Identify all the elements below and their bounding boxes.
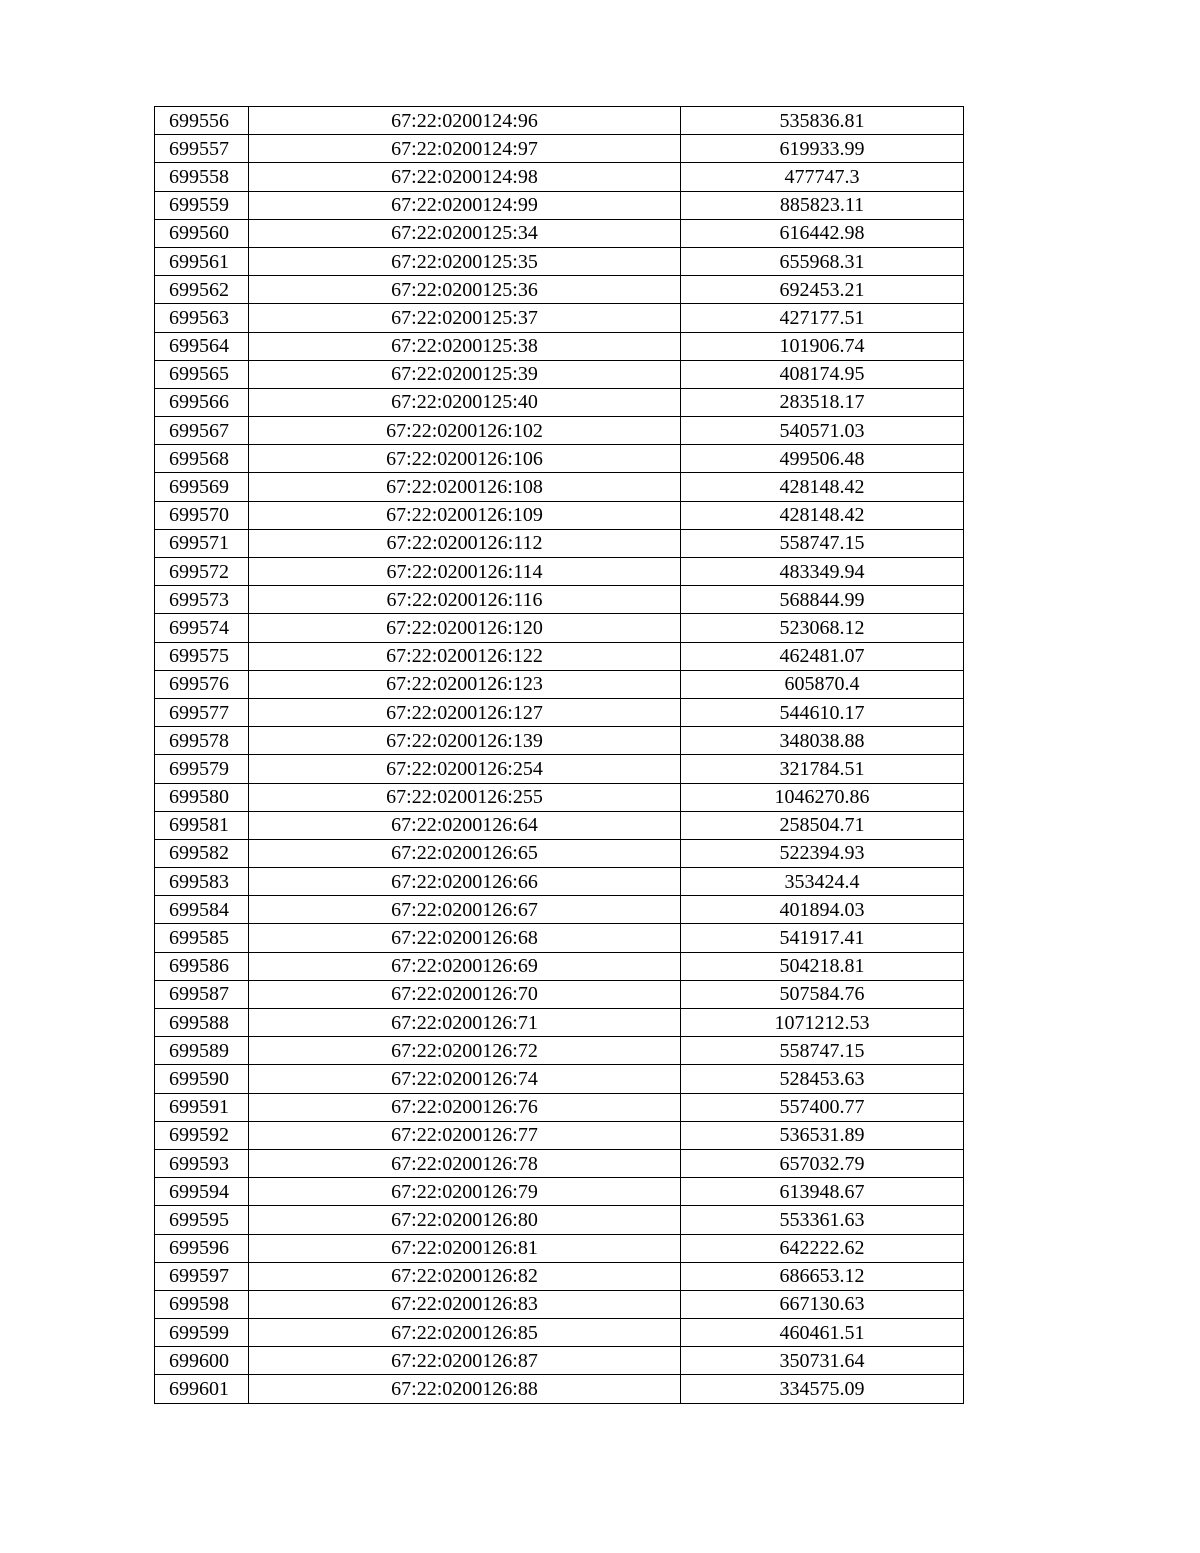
- row-number-cell: 699584: [155, 896, 249, 924]
- table-row: [155, 473, 964, 501]
- cadastral-number-cell: 67:22:0200126:67: [249, 896, 681, 924]
- cadastral-number-cell: 67:22:0200124:97: [249, 135, 681, 163]
- value-cell: 558747.15: [681, 529, 964, 557]
- table-row: [155, 276, 964, 304]
- table-row: [155, 191, 964, 219]
- value-cell: 477747.3: [681, 163, 964, 191]
- row-number-cell: 699570: [155, 501, 249, 529]
- cadastral-number-cell: 67:22:0200126:122: [249, 642, 681, 670]
- table-row: [155, 1149, 964, 1177]
- value-cell: 667130.63: [681, 1290, 964, 1318]
- cadastral-number-cell: 67:22:0200126:120: [249, 614, 681, 642]
- row-number-cell: 699597: [155, 1262, 249, 1290]
- table-row: [155, 304, 964, 332]
- row-number-cell: 699601: [155, 1375, 249, 1403]
- value-cell: 321784.51: [681, 755, 964, 783]
- table-row: [155, 417, 964, 445]
- table-row: [155, 980, 964, 1008]
- cadastral-number-cell: 67:22:0200125:38: [249, 332, 681, 360]
- cadastral-number-cell: 67:22:0200126:65: [249, 839, 681, 867]
- value-cell: 616442.98: [681, 219, 964, 247]
- value-cell: 528453.63: [681, 1065, 964, 1093]
- row-number-cell: 699593: [155, 1149, 249, 1177]
- row-number-cell: 699565: [155, 360, 249, 388]
- cadastral-number-cell: 67:22:0200126:70: [249, 980, 681, 1008]
- value-cell: 655968.31: [681, 247, 964, 275]
- row-number-cell: 699577: [155, 698, 249, 726]
- table-row: [155, 727, 964, 755]
- table-row: [155, 1037, 964, 1065]
- row-number-cell: 699556: [155, 107, 249, 135]
- table-row: [155, 247, 964, 275]
- cadastral-number-cell: 67:22:0200125:36: [249, 276, 681, 304]
- table-row: [155, 924, 964, 952]
- cadastral-number-cell: 67:22:0200126:79: [249, 1178, 681, 1206]
- value-cell: 558747.15: [681, 1037, 964, 1065]
- row-number-cell: 699587: [155, 980, 249, 1008]
- row-number-cell: 699594: [155, 1178, 249, 1206]
- table-row: [155, 388, 964, 416]
- value-cell: 523068.12: [681, 614, 964, 642]
- value-cell: 460461.51: [681, 1319, 964, 1347]
- row-number-cell: 699566: [155, 388, 249, 416]
- value-cell: 428148.42: [681, 473, 964, 501]
- table-row: [155, 332, 964, 360]
- value-cell: 283518.17: [681, 388, 964, 416]
- value-cell: 541917.41: [681, 924, 964, 952]
- row-number-cell: 699595: [155, 1206, 249, 1234]
- row-number-cell: 699569: [155, 473, 249, 501]
- cadastral-number-cell: 67:22:0200126:74: [249, 1065, 681, 1093]
- table-row: [155, 755, 964, 783]
- cadastral-number-cell: 67:22:0200124:98: [249, 163, 681, 191]
- value-cell: 350731.64: [681, 1347, 964, 1375]
- row-number-cell: 699588: [155, 1009, 249, 1037]
- table-row: [155, 135, 964, 163]
- table-row: [155, 1375, 964, 1403]
- row-number-cell: 699576: [155, 670, 249, 698]
- cadastral-number-cell: 67:22:0200126:78: [249, 1149, 681, 1177]
- row-number-cell: 699582: [155, 839, 249, 867]
- table-row: [155, 1234, 964, 1262]
- row-number-cell: 699592: [155, 1121, 249, 1149]
- cadastral-number-cell: 67:22:0200126:254: [249, 755, 681, 783]
- cadastral-number-cell: 67:22:0200126:66: [249, 868, 681, 896]
- value-cell: 258504.71: [681, 811, 964, 839]
- row-number-cell: 699589: [155, 1037, 249, 1065]
- value-cell: 642222.62: [681, 1234, 964, 1262]
- value-cell: 334575.09: [681, 1375, 964, 1403]
- value-cell: 535836.81: [681, 107, 964, 135]
- value-cell: 522394.93: [681, 839, 964, 867]
- row-number-cell: 699559: [155, 191, 249, 219]
- row-number-cell: 699571: [155, 529, 249, 557]
- value-cell: 686653.12: [681, 1262, 964, 1290]
- cadastral-number-cell: 67:22:0200126:127: [249, 698, 681, 726]
- table-row: [155, 501, 964, 529]
- cadastral-number-cell: 67:22:0200126:83: [249, 1290, 681, 1318]
- cadastral-number-cell: 67:22:0200125:35: [249, 247, 681, 275]
- table-row: [155, 698, 964, 726]
- cadastral-number-cell: 67:22:0200126:64: [249, 811, 681, 839]
- cadastral-number-cell: 67:22:0200125:34: [249, 219, 681, 247]
- table-row: [155, 1093, 964, 1121]
- value-cell: 692453.21: [681, 276, 964, 304]
- table-row: [155, 839, 964, 867]
- value-cell: 504218.81: [681, 952, 964, 980]
- table-row: [155, 1347, 964, 1375]
- row-number-cell: 699557: [155, 135, 249, 163]
- value-cell: 553361.63: [681, 1206, 964, 1234]
- cadastral-number-cell: 67:22:0200126:69: [249, 952, 681, 980]
- row-number-cell: 699564: [155, 332, 249, 360]
- cadastral-number-cell: 67:22:0200126:82: [249, 1262, 681, 1290]
- table-body: [155, 107, 964, 1404]
- row-number-cell: 699568: [155, 445, 249, 473]
- table-row: [155, 642, 964, 670]
- table-row: [155, 163, 964, 191]
- row-number-cell: 699596: [155, 1234, 249, 1262]
- value-cell: 1071212.53: [681, 1009, 964, 1037]
- cadastral-number-cell: 67:22:0200125:40: [249, 388, 681, 416]
- cadastral-number-cell: 67:22:0200126:77: [249, 1121, 681, 1149]
- value-cell: 408174.95: [681, 360, 964, 388]
- value-cell: 885823.11: [681, 191, 964, 219]
- value-cell: 483349.94: [681, 558, 964, 586]
- row-number-cell: 699581: [155, 811, 249, 839]
- value-cell: 619933.99: [681, 135, 964, 163]
- table-row: [155, 670, 964, 698]
- cadastral-number-cell: 67:22:0200126:88: [249, 1375, 681, 1403]
- value-cell: 427177.51: [681, 304, 964, 332]
- cadastral-number-cell: 67:22:0200126:109: [249, 501, 681, 529]
- row-number-cell: 699574: [155, 614, 249, 642]
- row-number-cell: 699575: [155, 642, 249, 670]
- table-row: [155, 360, 964, 388]
- table-row: [155, 1009, 964, 1037]
- cadastral-number-cell: 67:22:0200125:39: [249, 360, 681, 388]
- cadastral-number-cell: 67:22:0200124:99: [249, 191, 681, 219]
- cadastral-number-cell: 67:22:0200126:71: [249, 1009, 681, 1037]
- value-cell: 536531.89: [681, 1121, 964, 1149]
- table-row: [155, 614, 964, 642]
- cadastral-number-cell: 67:22:0200126:68: [249, 924, 681, 952]
- cadastral-number-cell: 67:22:0200126:114: [249, 558, 681, 586]
- cadastral-number-cell: 67:22:0200126:112: [249, 529, 681, 557]
- cadastral-number-cell: 67:22:0200126:81: [249, 1234, 681, 1262]
- value-cell: 101906.74: [681, 332, 964, 360]
- table-row: [155, 952, 964, 980]
- row-number-cell: 699579: [155, 755, 249, 783]
- table-row: [155, 558, 964, 586]
- table-row: [155, 896, 964, 924]
- table-row: [155, 1319, 964, 1347]
- row-number-cell: 699585: [155, 924, 249, 952]
- table-row: [155, 811, 964, 839]
- row-number-cell: 699561: [155, 247, 249, 275]
- row-number-cell: 699583: [155, 868, 249, 896]
- value-cell: 657032.79: [681, 1149, 964, 1177]
- row-number-cell: 699563: [155, 304, 249, 332]
- value-cell: 507584.76: [681, 980, 964, 1008]
- value-cell: 428148.42: [681, 501, 964, 529]
- row-number-cell: 699560: [155, 219, 249, 247]
- row-number-cell: 699600: [155, 1347, 249, 1375]
- value-cell: 568844.99: [681, 586, 964, 614]
- value-cell: 544610.17: [681, 698, 964, 726]
- cadastral-number-cell: 67:22:0200126:106: [249, 445, 681, 473]
- value-cell: 1046270.86: [681, 783, 964, 811]
- table-row: [155, 107, 964, 135]
- cadastral-number-cell: 67:22:0200126:87: [249, 1347, 681, 1375]
- row-number-cell: 699573: [155, 586, 249, 614]
- row-number-cell: 699558: [155, 163, 249, 191]
- cadastral-number-cell: 67:22:0200126:102: [249, 417, 681, 445]
- cadastral-number-cell: 67:22:0200126:80: [249, 1206, 681, 1234]
- table-row: [155, 219, 964, 247]
- table-row: [155, 1065, 964, 1093]
- table-row: [155, 1206, 964, 1234]
- cadastral-number-cell: 67:22:0200124:96: [249, 107, 681, 135]
- value-cell: 462481.07: [681, 642, 964, 670]
- table-row: [155, 1121, 964, 1149]
- table-row: [155, 529, 964, 557]
- row-number-cell: 699562: [155, 276, 249, 304]
- row-number-cell: 699567: [155, 417, 249, 445]
- value-cell: 353424.4: [681, 868, 964, 896]
- table-row: [155, 783, 964, 811]
- cadastral-number-cell: 67:22:0200126:123: [249, 670, 681, 698]
- cadastral-number-cell: 67:22:0200126:108: [249, 473, 681, 501]
- value-cell: 401894.03: [681, 896, 964, 924]
- row-number-cell: 699599: [155, 1319, 249, 1347]
- row-number-cell: 699591: [155, 1093, 249, 1121]
- row-number-cell: 699572: [155, 558, 249, 586]
- table-row: [155, 868, 964, 896]
- row-number-cell: 699598: [155, 1290, 249, 1318]
- cadastral-number-cell: 67:22:0200126:255: [249, 783, 681, 811]
- cadastral-number-cell: 67:22:0200125:37: [249, 304, 681, 332]
- table-row: [155, 1262, 964, 1290]
- table-row: [155, 445, 964, 473]
- table-row: [155, 1178, 964, 1206]
- value-cell: 540571.03: [681, 417, 964, 445]
- data-table: [154, 106, 964, 1404]
- row-number-cell: 699586: [155, 952, 249, 980]
- row-number-cell: 699578: [155, 727, 249, 755]
- row-number-cell: 699590: [155, 1065, 249, 1093]
- value-cell: 613948.67: [681, 1178, 964, 1206]
- value-cell: 605870.4: [681, 670, 964, 698]
- value-cell: 348038.88: [681, 727, 964, 755]
- value-cell: 499506.48: [681, 445, 964, 473]
- cadastral-number-cell: 67:22:0200126:139: [249, 727, 681, 755]
- cadastral-number-cell: 67:22:0200126:76: [249, 1093, 681, 1121]
- table-row: [155, 1290, 964, 1318]
- row-number-cell: 699580: [155, 783, 249, 811]
- table-row: [155, 586, 964, 614]
- cadastral-number-cell: 67:22:0200126:72: [249, 1037, 681, 1065]
- value-cell: 557400.77: [681, 1093, 964, 1121]
- cadastral-number-cell: 67:22:0200126:85: [249, 1319, 681, 1347]
- cadastral-number-cell: 67:22:0200126:116: [249, 586, 681, 614]
